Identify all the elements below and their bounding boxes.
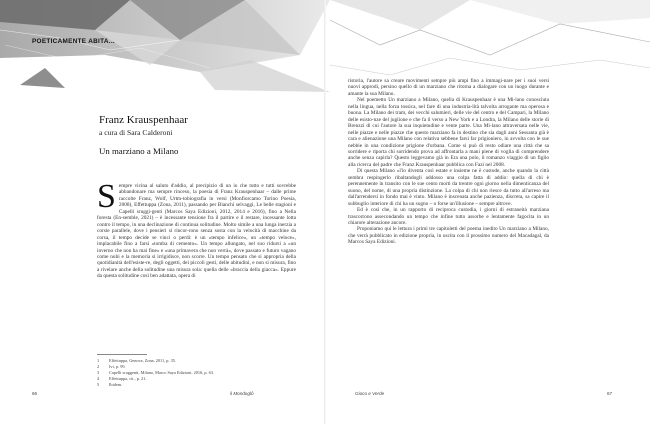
drop-cap: S: [97, 178, 116, 215]
footnote-number: 3: [97, 370, 100, 375]
section-label: POETICAMENTE ABITA...: [32, 38, 115, 45]
right-paragraph: Nel poemetto Un marziano a Milano, quella di Krauspenhaar è una Mi-lano conosciuta nella lingua, nella forza tossica, nel fare di una industria-lità talvolta arrogante ma operosa e buona. La Milano dei tram, dei vecchi salumieri, delle vie del centro e del Campari, la Milano delle esisto-nze del juglione e che fa il verso a New York e a Londra, la Milano delle storie di Brenzzi di cui l'autore la sua inquietudine e vente parte. Una Mi-lano attraversata nelle vie, nelle piazze e nelle piazze che questo marziano fa in destino che sia dagli anni Sessanta già è cara e alienazione una Milano con relativa sebbene farsi far prigioniero, in avvolta con le sue nebbie in una condizione prigione d'urbana. Come si può di resto odiare una città che sa sorridere e riporta chi sorridendo prova ad affrontarla a mani piene di voglia di comprendere anche senza capirla? Questo leggevamo già in Era una polo, il romanzo viaggio di un figlio alla ricerca del padre che Franz Krauspenhaar pubblica con Fazi nel 2008.: [348, 97, 549, 168]
article-title: Un marziano a Milano: [99, 146, 179, 156]
left-running-title: il Mondoglô: [230, 391, 254, 396]
right-page-number: 67: [607, 391, 613, 396]
footnote-number: 2: [97, 364, 100, 369]
left-body-paragraph: empre vicina al saluto d'addio, al precipizio di un io che tutto e tutti sovrebbe abbandonare ma sempre rinceso, la poesia di Franz Krauspenhaar – dalle prime raccolte Franz, Wolf, Urtm-tobiografia in versi (Monfiorcamo Torino Poesia, 2008), Effettuppa (Zona, 2011), passando per Bianchi selvaggi, Le belle stagioni e Capelli sruggi-genti (Marcos Saya Edizioni, 2012, 2014 e 2016), fino a Nella foresta (En-semble, 2021) – è incessante tensione fra il partire e il restare, incessante lotta contro il tempo, in una declinazione di continua solitudine. Molto simile a una lunga inerzia a corsie parallele, dove i pensieri si rincor-rono senza sosta con la velocità di macchine da corsa, il tempo decide se vinci o perdi: è un «tempo infelice», un «tempo veloce», implacabile fino a farsi «tomba di cemento». Un tempo allungato, nel suo ridursi a «un inverno che non ha mai fine» e «una primavera che non verrà», dove passato e futuro vagano come nubi e la memoria si irrigidisce, non scorre. Un tempo pensato che si appropria della quotidianità dell'esiste-re, degli oggetti, dei piccoli gesti, delle abitudini, e non si misura, fino a rivelare anche della solitudine una misura sola: quella delle «braccia della giacca». Eppure da questa solitudine così ben adattata, opera di: [97, 183, 296, 280]
footnote: [97, 382, 297, 388]
right-running-title: Gioco e Verde: [355, 391, 385, 396]
footnote-text: Ivi, p. 99.: [109, 364, 126, 369]
right-paragraph: Di questa Milano «l'io diventa così estate e insieme ne è custode, anche quando la città sembra respingerlo ribaltandogli addosso una colpa fatta di addio: quella di chi è perennemente in transito con le sue cento morti da trentre ogni giorno nella dimenticanza del suono, del nome, di una propria distinzione. La colpa di chi non riesce da tutto all'arreso ma dall'arrendersi in fondo mai è vinto. Milano è inscenata anche pazienza, discreta, sa capire il subbuglio interiore di chi ha un sogno – o forse un'illusione – sempre altrove.: [348, 168, 549, 207]
footnote-rule: [97, 354, 147, 355]
footnote-number: 4: [97, 376, 100, 381]
footnotes: [97, 358, 297, 388]
right-body-text: [348, 78, 549, 246]
right-paragraph: Proponiamo qui le lettura i primi tre capitoletti del poema inedito Un marziano a Milano, che verrà pubblicato in edizione propria, in uscita con il prossimo numero del Macadagal, da Marcos Saya Edizioni.: [348, 226, 549, 246]
footnote-text: Effettuppa, Genova, Zona, 2011, p. 35.: [109, 358, 176, 363]
right-paragraph: ristoria, l'autore sa creare movimenti sempre più ampi fino a immagi-nare per i suoi versi nuovi approdi, persino quello di un marziano che ritorna a dialogare con un luogo durante e amante la sua Milano.: [348, 78, 549, 97]
footnote-number: 1: [97, 358, 100, 363]
footnote-text: Ibidem.: [109, 382, 123, 387]
article-editor: a cura di Sara Calderoni: [99, 128, 173, 137]
footnote-number: 5: [97, 382, 100, 387]
footnote-text: Effettuppa, cit., p. 21.: [109, 376, 147, 381]
article-author: Franz Krauspenhaar: [99, 114, 188, 126]
right-page: [325, 0, 650, 424]
left-page-number: 66: [32, 391, 38, 396]
right-paragraph: Ed è così che, in un rapporto di reciproca custodia, i giorni di estraneità marziana trascorrono assecondando un tempo che infine tutto assorbe e lentamente fagocita in un chiarore alterazione ancore.: [348, 207, 549, 226]
footnote-text: Capelli sruggenti, Milano, Marco Saya Edizioni, 2016, p. 63.: [109, 370, 215, 375]
left-body-text: [97, 178, 296, 280]
